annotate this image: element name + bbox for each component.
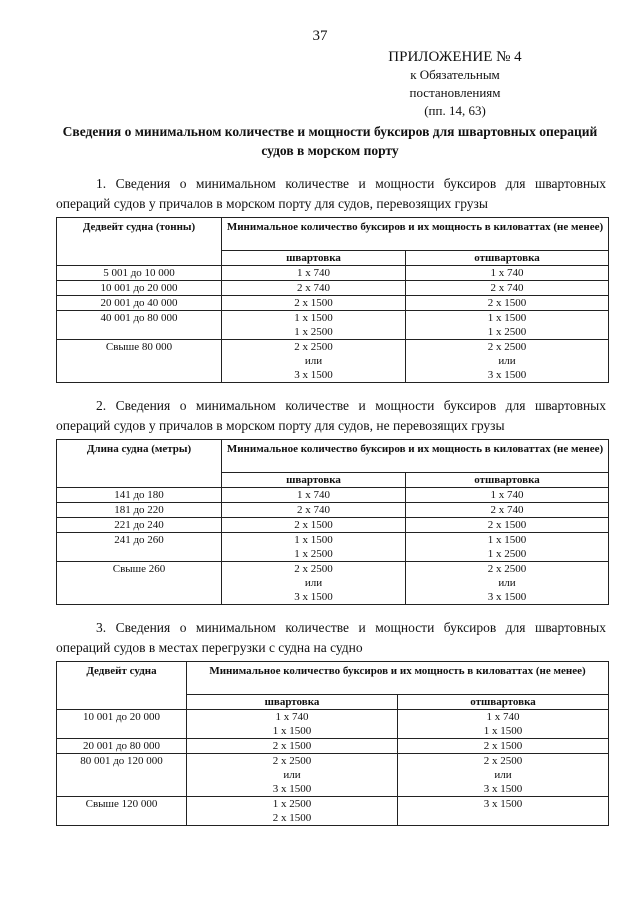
unmooring-header: отшвартовка <box>398 695 609 710</box>
unmooring-value: 3 х 1500 <box>483 783 523 795</box>
unmooring-cell <box>406 562 609 605</box>
mooring-value: 2 х 2500 <box>272 755 312 767</box>
table-row <box>57 340 609 383</box>
range-cell: 20 001 до 80 000 <box>57 739 187 754</box>
table-row <box>57 281 609 296</box>
table-row <box>57 739 609 754</box>
mooring-cell: 1 х 740 <box>222 488 406 503</box>
range-cell: 40 001 до 80 000 <box>57 311 222 340</box>
unmooring-header: отшвартовка <box>406 251 609 266</box>
page-number: 37 <box>312 28 328 44</box>
mooring-cell: 2 х 740 <box>222 503 406 518</box>
unmooring-cell <box>406 340 609 383</box>
section-3-heading: 3. Сведения о минимальном количестве и мощности буксиров для швартовных операций судов в местах перегрузки с судна на судно <box>56 620 606 655</box>
mooring-cell <box>222 340 406 383</box>
section-3-table <box>56 661 609 826</box>
document-title: Сведения о минимальном количестве и мощности буксиров для швартовных операций судов в морском порту <box>62 124 598 158</box>
range-cell: 181 до 220 <box>57 503 222 518</box>
range-cell: Свыше 80 000 <box>57 340 222 383</box>
unmooring-value: или <box>498 355 516 367</box>
unmooring-value: 3 х 1500 <box>487 369 527 381</box>
mooring-value: 2 х 1500 <box>272 812 312 824</box>
table-row <box>57 503 609 518</box>
mooring-cell <box>222 533 406 562</box>
table-row <box>57 562 609 605</box>
appendix-reference: (пп. 14, 63) <box>424 103 486 118</box>
section-2-table <box>56 439 609 605</box>
mooring-value: или <box>304 355 323 367</box>
mooring-value: 2 х 2500 <box>294 341 333 353</box>
main-header: Минимальное количество буксиров и их мощность в киловаттах (не менее) <box>222 218 609 251</box>
appendix-subtitle: к Обязательным постановлениям <box>409 67 501 100</box>
unmooring-cell: 1 х 740 <box>406 488 609 503</box>
section-1-table <box>56 217 609 383</box>
mooring-value: 3 х 1500 <box>294 369 333 381</box>
mooring-value: 1 х 2500 <box>272 798 312 810</box>
table-row <box>57 533 609 562</box>
mooring-value: 1 х 1500 <box>294 312 333 324</box>
mooring-header: швартовка <box>222 473 406 488</box>
unmooring-cell: 1 х 740 <box>406 266 609 281</box>
unmooring-value: 2 х 2500 <box>487 341 527 353</box>
unmooring-value: или <box>498 577 516 589</box>
unmooring-cell: 2 х 1500 <box>398 739 609 754</box>
range-cell: 241 до 260 <box>57 533 222 562</box>
mooring-value: 1 х 1500 <box>294 534 333 546</box>
unmooring-value: 1 х 1500 <box>483 725 523 737</box>
unmooring-value: 1 х 1500 <box>487 534 527 546</box>
main-header: Минимальное количество буксиров и их мощность в киловаттах (не менее) <box>222 440 609 473</box>
appendix-title: ПРИЛОЖЕНИЕ № 4 <box>388 49 522 65</box>
range-cell: 80 001 до 120 000 <box>57 754 187 797</box>
first-column-header: Дедвейт судна <box>57 662 187 710</box>
mooring-cell: 2 х 740 <box>222 281 406 296</box>
range-cell: 10 001 до 20 000 <box>57 281 222 296</box>
mooring-value: 3 х 1500 <box>294 591 333 603</box>
mooring-value: 3 х 1500 <box>272 783 312 795</box>
mooring-value: или <box>283 769 301 781</box>
range-cell: Свыше 260 <box>57 562 222 605</box>
unmooring-value: 1 х 2500 <box>487 548 527 560</box>
range-cell: 141 до 180 <box>57 488 222 503</box>
unmooring-cell: 3 х 1500 <box>398 797 609 826</box>
unmooring-cell: 2 х 740 <box>406 281 609 296</box>
first-column-header: Дедвейт судна (тонны) <box>57 218 222 266</box>
mooring-value: 2 х 2500 <box>294 563 333 575</box>
mooring-cell: 2 х 1500 <box>187 739 398 754</box>
range-cell: 20 001 до 40 000 <box>57 296 222 311</box>
unmooring-value: 1 х 2500 <box>487 326 527 338</box>
unmooring-cell <box>406 311 609 340</box>
unmooring-value: или <box>494 769 512 781</box>
table-row <box>57 488 609 503</box>
mooring-cell: 1 х 740 <box>222 266 406 281</box>
table-row <box>57 518 609 533</box>
mooring-header: швартовка <box>222 251 406 266</box>
mooring-value: или <box>304 577 323 589</box>
table-row <box>57 311 609 340</box>
mooring-value: 1 х 1500 <box>272 725 312 737</box>
mooring-cell: 2 х 1500 <box>222 296 406 311</box>
unmooring-value: 1 х 740 <box>486 711 520 723</box>
table-row <box>57 710 609 739</box>
mooring-value: 1 х 740 <box>275 711 309 723</box>
range-cell: 10 001 до 20 000 <box>57 710 187 739</box>
mooring-value: 1 х 2500 <box>294 326 333 338</box>
unmooring-cell <box>398 754 609 797</box>
range-cell: Свыше 120 000 <box>57 797 187 826</box>
unmooring-value: 1 х 1500 <box>487 312 527 324</box>
unmooring-value: 3 х 1500 <box>487 591 527 603</box>
table-row <box>57 754 609 797</box>
unmooring-header: отшвартовка <box>406 473 609 488</box>
main-header: Минимальное количество буксиров и их мощность в киловаттах (не менее) <box>187 662 609 695</box>
unmooring-value: 2 х 2500 <box>487 563 527 575</box>
mooring-cell <box>187 797 398 826</box>
mooring-cell <box>187 754 398 797</box>
mooring-header: швартовка <box>187 695 398 710</box>
mooring-cell <box>187 710 398 739</box>
unmooring-cell <box>406 533 609 562</box>
mooring-cell <box>222 562 406 605</box>
unmooring-cell <box>398 710 609 739</box>
mooring-cell: 2 х 1500 <box>222 518 406 533</box>
section-2-heading: 2. Сведения о минимальном количестве и мощности буксиров для швартовных операций судов у причалов в морском порту для судов, не перевозящих грузы <box>56 398 606 433</box>
range-cell: 5 001 до 10 000 <box>57 266 222 281</box>
table-row <box>57 266 609 281</box>
appendix-block <box>380 48 530 120</box>
section-1-heading: 1. Сведения о минимальном количестве и мощности буксиров для швартовных операций судов у причалов в морском порту для судов, перевозящих грузы <box>56 176 606 211</box>
mooring-cell <box>222 311 406 340</box>
unmooring-cell: 2 х 1500 <box>406 518 609 533</box>
range-cell: 221 до 240 <box>57 518 222 533</box>
unmooring-value: 2 х 2500 <box>483 755 523 767</box>
mooring-value: 1 х 2500 <box>294 548 333 560</box>
unmooring-cell: 2 х 740 <box>406 503 609 518</box>
table-row <box>57 797 609 826</box>
table-row <box>57 296 609 311</box>
unmooring-cell: 2 х 1500 <box>406 296 609 311</box>
first-column-header: Длина судна (метры) <box>57 440 222 488</box>
